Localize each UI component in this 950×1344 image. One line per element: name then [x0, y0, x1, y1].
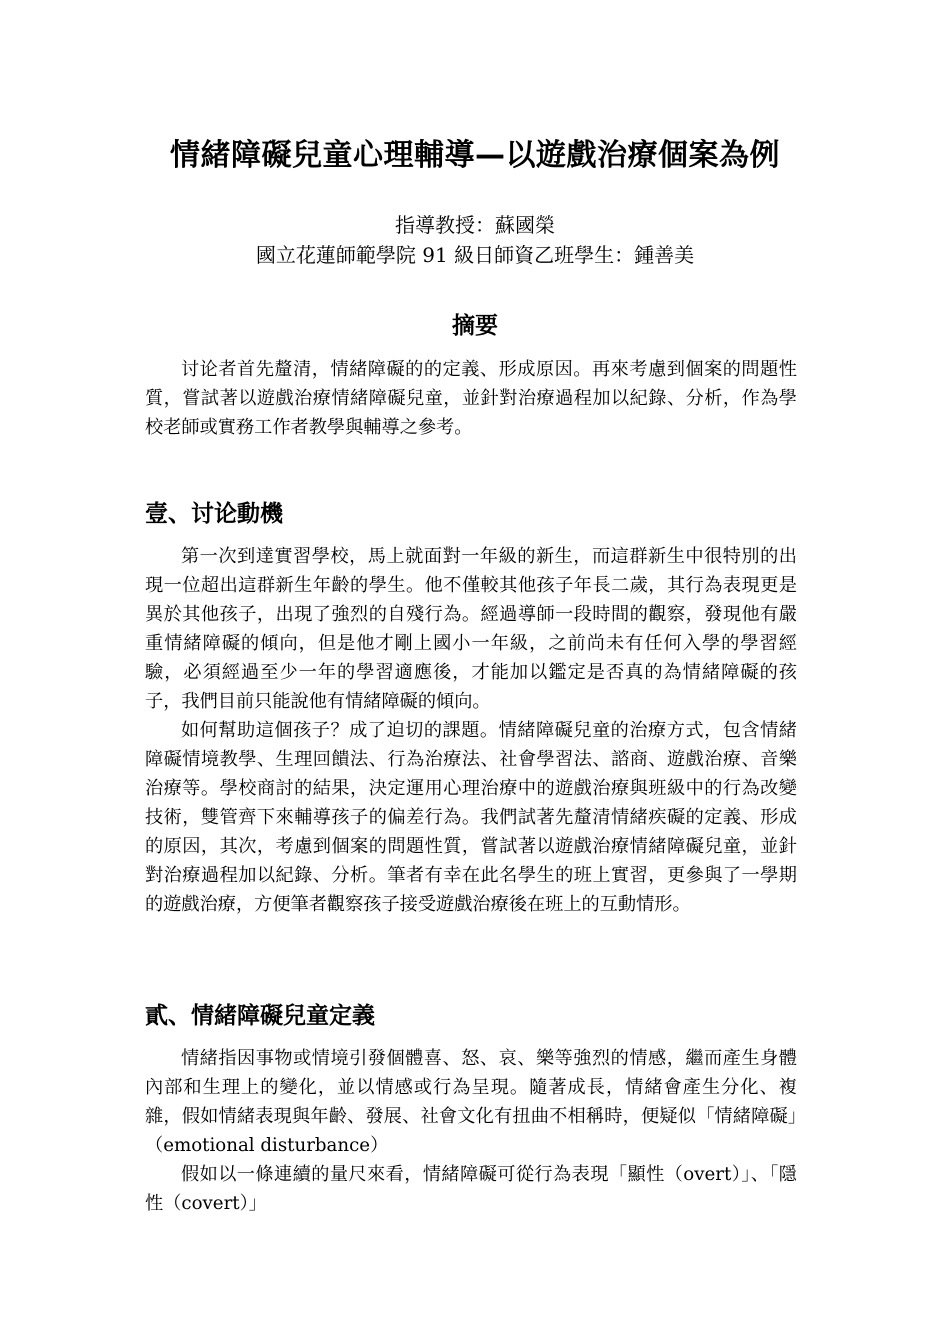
student-line: 國立花蓮師範學院 91 級日師資乙班學生：鍾善美 — [255, 243, 695, 267]
section-2-paragraph-2 — [145, 1160, 797, 1218]
term-covert: covert — [181, 1193, 240, 1214]
advisor-line: 指導教授：蘇國榮 — [395, 213, 555, 237]
section-2-paragraph-1 — [145, 1044, 797, 1160]
section-2-paragraph-2-text: 假如以一條連續的量尺來看，情緒障礙可從行為表現「顯性（ — [181, 1164, 684, 1185]
section-1-paragraph-1: 第一次到達實習學校，馬上就面對一年級的新生，而這群新生中很特別的出現一位超出這群新生年齡的學生。他不僅較其他孩子年長二歲，其行為表現更是異於其他孩子，出現了強烈的自殘行為。經過導師一段時間的觀察，發現他有嚴重情緒障礙的傾向，但是他才剛上國小一年級，之前尚未有任何入學的學習經驗，必須經過至少一年的學習適應後，才能加以鑑定是否真的為情緒障礙的孩子，我們目前只能說他有情緒障礙的傾向。 — [145, 546, 797, 712]
term-emotional-disturbance: emotional disturbance — [163, 1135, 371, 1156]
section-1-heading: 壹、讨论動機 — [145, 501, 283, 527]
section-1-paragraph-2: 如何幫助這個孩子？成了迫切的課題。情緒障礙兒童的治療方式，包含情緒障礙情境教學、生理回饋法、行為治療法、社會學習法、諮商、遊戲治療、音樂治療等。學校商討的結果，決定運用心理治療中的遊戲治療與班級中的行為改變技術，雙管齊下來輔導孩子的偏差行為。我們試著先釐清情緒疾礙的定義、形成的原因，其次，考慮到個案的問題性質，嘗試著以遊戲治療情緒障礙兒童，並針對治療過程加以紀錄、分析。筆者有幸在此名學生的班上實習，更參與了一學期的遊戲治療，方便筆者觀察孩子接受遊戲治療後在班上的互動情形。 — [145, 720, 797, 915]
section-2-paragraph-2-end: ）」 — [239, 1193, 267, 1214]
term-overt: overt — [683, 1164, 732, 1185]
section-2-heading: 貳、情緒障礙兒童定義 — [145, 1003, 375, 1029]
abstract-text: 讨论者首先釐清，情緒障礙的的定義、形成原因。再來考慮到個案的問題性質，嘗試著以遊戲治療情緒障礙兒童，並針對治療過程加以紀錄、分析，作為學校老師或實務工作者教學與輔導之參考。 — [145, 359, 797, 438]
section-2-paragraph-1-text: 情緒指因事物或情境引發個體喜、怒、哀、樂等強烈的情感，繼而產生身體內部和生理上的變化，並以情感或行為呈現。隨著成長，情緒會產生分化、複雜，假如情緒表現與年齡、發展、社會文化有扭曲不相稱時，便疑似「情緒障礙」（ — [145, 1048, 797, 1156]
section-2-paragraph-2-mid: ）」、「隱性（ — [145, 1164, 797, 1214]
section-2-paragraph-1-end: ） — [370, 1135, 389, 1156]
document-title: 情緒障礙兒童心理輔導—以遊戲治療個案為例 — [170, 138, 780, 173]
abstract-heading: 摘要 — [452, 313, 498, 339]
